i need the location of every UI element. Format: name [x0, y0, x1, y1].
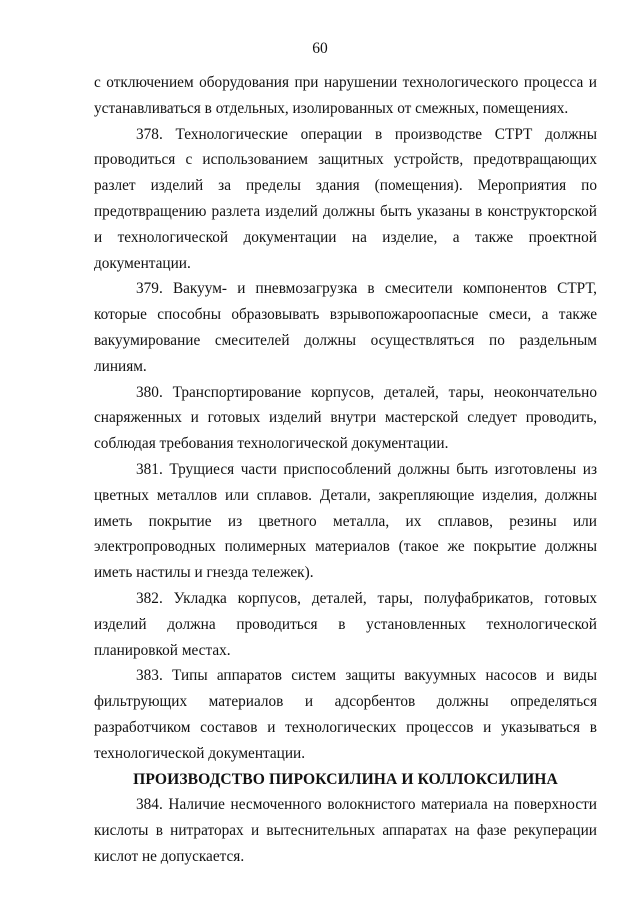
section-heading: ПРОИЗВОДСТВО ПИРОКСИЛИНА И КОЛЛОКСИЛИНА — [133, 770, 558, 788]
paragraph-continuation: с отключением оборудования при нарушении технологического процесса и устанавливаться в отдельных, изолированных от смежных, помещениях. — [94, 74, 597, 117]
paragraph-384: 384. Наличие несмоченного волокнистого материала на поверхности кислоты в нитраторах и вытеснительных аппаратах на фазе рекуперации кислот не допускается. — [94, 796, 597, 865]
page-body — [94, 70, 597, 870]
paragraph-380: 380. Транспортирование корпусов, деталей, тары, неокончательно снаряженных и готовых изделий внутри мастерской следует проводить, соблюдая требования технологической документации. — [94, 383, 597, 453]
paragraph-381: 381. Трущиеся части приспособлений должны быть изготовлены из цветных металлов или сплавов. Детали, закрепляющие изделия, должны иметь покрытие из цветного металла, их сплавов, резины или электропроводных полимерных материалов (такое же покрытие должны иметь настилы и гнезда тележек). — [94, 460, 597, 582]
paragraph-383: 383. Типы аппаратов систем защиты вакуумных насосов и виды фильтрующих материалов и адсорбентов должны определяться разработчиком составов и технологических процессов и указываться в технологической документации. — [94, 667, 597, 762]
paragraph-379: 379. Вакуум- и пневмозагрузка в смесители компонентов СТРТ, которые способны образовывать взрывопожароопасные смеси, а также вакуумирование смесителей должны осуществляться по раздельным линиям. — [94, 280, 597, 375]
page-number: 60 — [312, 40, 328, 57]
paragraph-378: 378. Технологические операции в производстве СТРТ должны проводиться с использованием защитных устройств, предотвращающих разлет изделий за пределы здания (помещения). Мероприятия по предотвращению разлета изделий должны быть указаны в конструкторской и технологической документации на изделие, а также проектной документации. — [94, 125, 597, 272]
paragraph-382: 382. Укладка корпусов, деталей, тары, полуфабрикатов, готовых изделий должна проводиться в установленных технологической планировкой местах. — [94, 589, 597, 659]
